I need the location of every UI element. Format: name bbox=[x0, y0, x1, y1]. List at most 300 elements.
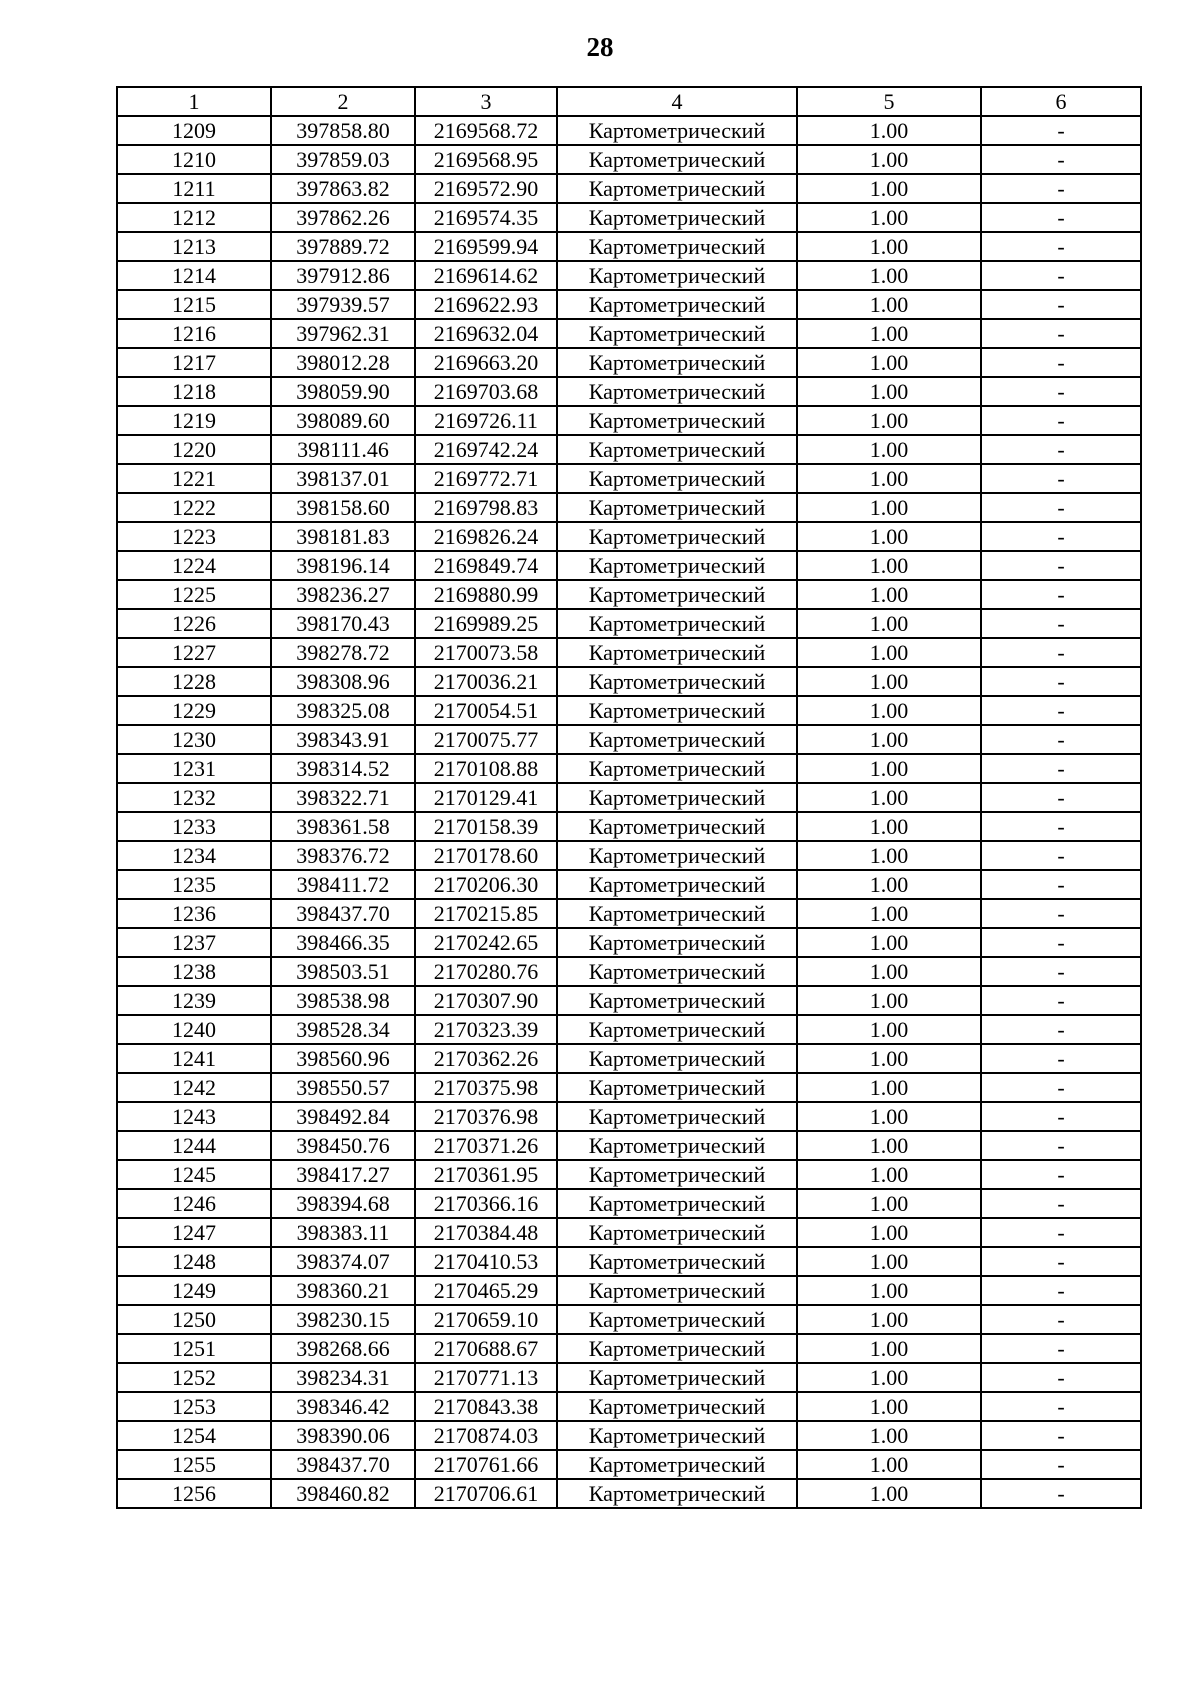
x-coordinate-cell: 398343.91 bbox=[271, 725, 415, 754]
x-coordinate-cell: 397962.31 bbox=[271, 319, 415, 348]
point-number-cell: 1240 bbox=[117, 1015, 271, 1044]
method-cell: Картометрический bbox=[557, 667, 797, 696]
description-cell: - bbox=[981, 1218, 1141, 1247]
point-number-cell: 1215 bbox=[117, 290, 271, 319]
table-row bbox=[117, 1276, 1141, 1305]
method-cell: Картометрический bbox=[557, 1160, 797, 1189]
description-cell: - bbox=[981, 261, 1141, 290]
description-cell: - bbox=[981, 232, 1141, 261]
method-cell: Картометрический bbox=[557, 1363, 797, 1392]
x-coordinate-cell: 398059.90 bbox=[271, 377, 415, 406]
x-coordinate-cell: 398503.51 bbox=[271, 957, 415, 986]
point-number-cell: 1243 bbox=[117, 1102, 271, 1131]
y-coordinate-cell: 2170410.53 bbox=[415, 1247, 557, 1276]
method-cell: Картометрический bbox=[557, 1479, 797, 1508]
point-number-cell: 1245 bbox=[117, 1160, 271, 1189]
method-cell: Картометрический bbox=[557, 1305, 797, 1334]
point-number-cell: 1246 bbox=[117, 1189, 271, 1218]
table-row bbox=[117, 348, 1141, 377]
y-coordinate-cell: 2170158.39 bbox=[415, 812, 557, 841]
description-cell: - bbox=[981, 1305, 1141, 1334]
accuracy-cell: 1.00 bbox=[797, 348, 981, 377]
method-cell: Картометрический bbox=[557, 870, 797, 899]
description-cell: - bbox=[981, 290, 1141, 319]
table-row bbox=[117, 841, 1141, 870]
accuracy-cell: 1.00 bbox=[797, 1392, 981, 1421]
point-number-cell: 1231 bbox=[117, 754, 271, 783]
method-cell: Картометрический bbox=[557, 145, 797, 174]
point-number-cell: 1252 bbox=[117, 1363, 271, 1392]
method-cell: Картометрический bbox=[557, 348, 797, 377]
method-cell: Картометрический bbox=[557, 261, 797, 290]
accuracy-cell: 1.00 bbox=[797, 1160, 981, 1189]
description-cell: - bbox=[981, 1450, 1141, 1479]
y-coordinate-cell: 2170874.03 bbox=[415, 1421, 557, 1450]
description-cell: - bbox=[981, 1015, 1141, 1044]
table-row bbox=[117, 1015, 1141, 1044]
table-row bbox=[117, 667, 1141, 696]
x-coordinate-cell: 398538.98 bbox=[271, 986, 415, 1015]
y-coordinate-cell: 2170206.30 bbox=[415, 870, 557, 899]
x-coordinate-cell: 398417.27 bbox=[271, 1160, 415, 1189]
accuracy-cell: 1.00 bbox=[797, 986, 981, 1015]
point-number-cell: 1241 bbox=[117, 1044, 271, 1073]
y-coordinate-cell: 2170108.88 bbox=[415, 754, 557, 783]
table-row bbox=[117, 1479, 1141, 1508]
x-coordinate-cell: 397862.26 bbox=[271, 203, 415, 232]
point-number-cell: 1222 bbox=[117, 493, 271, 522]
x-coordinate-cell: 398437.70 bbox=[271, 899, 415, 928]
table-row bbox=[117, 290, 1141, 319]
point-number-cell: 1218 bbox=[117, 377, 271, 406]
x-coordinate-cell: 398278.72 bbox=[271, 638, 415, 667]
table-row bbox=[117, 1392, 1141, 1421]
accuracy-cell: 1.00 bbox=[797, 957, 981, 986]
description-cell: - bbox=[981, 174, 1141, 203]
x-coordinate-cell: 398450.76 bbox=[271, 1131, 415, 1160]
method-cell: Картометрический bbox=[557, 406, 797, 435]
point-number-cell: 1230 bbox=[117, 725, 271, 754]
accuracy-cell: 1.00 bbox=[797, 290, 981, 319]
point-number-cell: 1227 bbox=[117, 638, 271, 667]
y-coordinate-cell: 2170054.51 bbox=[415, 696, 557, 725]
method-cell: Картометрический bbox=[557, 1392, 797, 1421]
description-cell: - bbox=[981, 377, 1141, 406]
accuracy-cell: 1.00 bbox=[797, 464, 981, 493]
point-number-cell: 1250 bbox=[117, 1305, 271, 1334]
y-coordinate-cell: 2169622.93 bbox=[415, 290, 557, 319]
table-row bbox=[117, 812, 1141, 841]
header-row bbox=[117, 87, 1141, 116]
y-coordinate-cell: 2169798.83 bbox=[415, 493, 557, 522]
accuracy-cell: 1.00 bbox=[797, 1305, 981, 1334]
method-cell: Картометрический bbox=[557, 232, 797, 261]
y-coordinate-cell: 2170178.60 bbox=[415, 841, 557, 870]
x-coordinate-cell: 398181.83 bbox=[271, 522, 415, 551]
description-cell: - bbox=[981, 1334, 1141, 1363]
column-header: 5 bbox=[797, 87, 981, 116]
y-coordinate-cell: 2170075.77 bbox=[415, 725, 557, 754]
y-coordinate-cell: 2169880.99 bbox=[415, 580, 557, 609]
description-cell: - bbox=[981, 1131, 1141, 1160]
accuracy-cell: 1.00 bbox=[797, 232, 981, 261]
accuracy-cell: 1.00 bbox=[797, 609, 981, 638]
table-row bbox=[117, 145, 1141, 174]
accuracy-cell: 1.00 bbox=[797, 261, 981, 290]
y-coordinate-cell: 2169614.62 bbox=[415, 261, 557, 290]
method-cell: Картометрический bbox=[557, 116, 797, 145]
x-coordinate-cell: 398314.52 bbox=[271, 754, 415, 783]
y-coordinate-cell: 2170361.95 bbox=[415, 1160, 557, 1189]
point-number-cell: 1223 bbox=[117, 522, 271, 551]
accuracy-cell: 1.00 bbox=[797, 493, 981, 522]
x-coordinate-cell: 398360.21 bbox=[271, 1276, 415, 1305]
method-cell: Картометрический bbox=[557, 435, 797, 464]
point-number-cell: 1213 bbox=[117, 232, 271, 261]
x-coordinate-cell: 398460.82 bbox=[271, 1479, 415, 1508]
method-cell: Картометрический bbox=[557, 986, 797, 1015]
table-row bbox=[117, 696, 1141, 725]
y-coordinate-cell: 2169663.20 bbox=[415, 348, 557, 377]
point-number-cell: 1229 bbox=[117, 696, 271, 725]
method-cell: Картометрический bbox=[557, 1015, 797, 1044]
table-row bbox=[117, 1073, 1141, 1102]
x-coordinate-cell: 398308.96 bbox=[271, 667, 415, 696]
description-cell: - bbox=[981, 1044, 1141, 1073]
y-coordinate-cell: 2170761.66 bbox=[415, 1450, 557, 1479]
description-cell: - bbox=[981, 116, 1141, 145]
accuracy-cell: 1.00 bbox=[797, 377, 981, 406]
x-coordinate-cell: 398361.58 bbox=[271, 812, 415, 841]
accuracy-cell: 1.00 bbox=[797, 1131, 981, 1160]
table-row bbox=[117, 1363, 1141, 1392]
table-row bbox=[117, 580, 1141, 609]
y-coordinate-cell: 2170323.39 bbox=[415, 1015, 557, 1044]
method-cell: Картометрический bbox=[557, 1218, 797, 1247]
table-row bbox=[117, 928, 1141, 957]
description-cell: - bbox=[981, 203, 1141, 232]
method-cell: Картометрический bbox=[557, 1421, 797, 1450]
accuracy-cell: 1.00 bbox=[797, 696, 981, 725]
description-cell: - bbox=[981, 899, 1141, 928]
table-row bbox=[117, 1189, 1141, 1218]
x-coordinate-cell: 397859.03 bbox=[271, 145, 415, 174]
table-body bbox=[117, 116, 1141, 1508]
description-cell: - bbox=[981, 1102, 1141, 1131]
y-coordinate-cell: 2169632.04 bbox=[415, 319, 557, 348]
point-number-cell: 1232 bbox=[117, 783, 271, 812]
x-coordinate-cell: 398394.68 bbox=[271, 1189, 415, 1218]
point-number-cell: 1247 bbox=[117, 1218, 271, 1247]
description-cell: - bbox=[981, 1276, 1141, 1305]
point-number-cell: 1254 bbox=[117, 1421, 271, 1450]
table-row bbox=[117, 203, 1141, 232]
accuracy-cell: 1.00 bbox=[797, 870, 981, 899]
description-cell: - bbox=[981, 841, 1141, 870]
table-row bbox=[117, 551, 1141, 580]
accuracy-cell: 1.00 bbox=[797, 754, 981, 783]
point-number-cell: 1225 bbox=[117, 580, 271, 609]
method-cell: Картометрический bbox=[557, 1276, 797, 1305]
accuracy-cell: 1.00 bbox=[797, 1073, 981, 1102]
y-coordinate-cell: 2170771.13 bbox=[415, 1363, 557, 1392]
table-row bbox=[117, 319, 1141, 348]
accuracy-cell: 1.00 bbox=[797, 1363, 981, 1392]
description-cell: - bbox=[981, 145, 1141, 174]
y-coordinate-cell: 2170375.98 bbox=[415, 1073, 557, 1102]
method-cell: Картометрический bbox=[557, 580, 797, 609]
description-cell: - bbox=[981, 406, 1141, 435]
accuracy-cell: 1.00 bbox=[797, 319, 981, 348]
table-row bbox=[117, 464, 1141, 493]
point-number-cell: 1219 bbox=[117, 406, 271, 435]
y-coordinate-cell: 2170384.48 bbox=[415, 1218, 557, 1247]
table-row bbox=[117, 986, 1141, 1015]
y-coordinate-cell: 2170362.26 bbox=[415, 1044, 557, 1073]
x-coordinate-cell: 397889.72 bbox=[271, 232, 415, 261]
description-cell: - bbox=[981, 1160, 1141, 1189]
table-row bbox=[117, 1102, 1141, 1131]
method-cell: Картометрический bbox=[557, 957, 797, 986]
x-coordinate-cell: 398466.35 bbox=[271, 928, 415, 957]
x-coordinate-cell: 398230.15 bbox=[271, 1305, 415, 1334]
method-cell: Картометрический bbox=[557, 377, 797, 406]
description-cell: - bbox=[981, 580, 1141, 609]
method-cell: Картометрический bbox=[557, 1131, 797, 1160]
accuracy-cell: 1.00 bbox=[797, 1102, 981, 1131]
point-number-cell: 1226 bbox=[117, 609, 271, 638]
y-coordinate-cell: 2170073.58 bbox=[415, 638, 557, 667]
method-cell: Картометрический bbox=[557, 754, 797, 783]
y-coordinate-cell: 2169599.94 bbox=[415, 232, 557, 261]
method-cell: Картометрический bbox=[557, 696, 797, 725]
accuracy-cell: 1.00 bbox=[797, 1044, 981, 1073]
table-row bbox=[117, 1218, 1141, 1247]
point-number-cell: 1220 bbox=[117, 435, 271, 464]
point-number-cell: 1235 bbox=[117, 870, 271, 899]
accuracy-cell: 1.00 bbox=[797, 174, 981, 203]
table-row bbox=[117, 232, 1141, 261]
method-cell: Картометрический bbox=[557, 638, 797, 667]
accuracy-cell: 1.00 bbox=[797, 116, 981, 145]
description-cell: - bbox=[981, 493, 1141, 522]
description-cell: - bbox=[981, 986, 1141, 1015]
method-cell: Картометрический bbox=[557, 1247, 797, 1276]
table-row bbox=[117, 754, 1141, 783]
point-number-cell: 1228 bbox=[117, 667, 271, 696]
x-coordinate-cell: 398411.72 bbox=[271, 870, 415, 899]
x-coordinate-cell: 397939.57 bbox=[271, 290, 415, 319]
description-cell: - bbox=[981, 725, 1141, 754]
method-cell: Картометрический bbox=[557, 290, 797, 319]
table-row bbox=[117, 174, 1141, 203]
method-cell: Картометрический bbox=[557, 493, 797, 522]
x-coordinate-cell: 398437.70 bbox=[271, 1450, 415, 1479]
table-row bbox=[117, 1305, 1141, 1334]
y-coordinate-cell: 2169574.35 bbox=[415, 203, 557, 232]
y-coordinate-cell: 2170280.76 bbox=[415, 957, 557, 986]
table-row bbox=[117, 522, 1141, 551]
y-coordinate-cell: 2169568.72 bbox=[415, 116, 557, 145]
x-coordinate-cell: 398390.06 bbox=[271, 1421, 415, 1450]
point-number-cell: 1236 bbox=[117, 899, 271, 928]
description-cell: - bbox=[981, 522, 1141, 551]
accuracy-cell: 1.00 bbox=[797, 145, 981, 174]
column-header: 1 bbox=[117, 87, 271, 116]
description-cell: - bbox=[981, 1363, 1141, 1392]
x-coordinate-cell: 398137.01 bbox=[271, 464, 415, 493]
page-number: 28 bbox=[586, 32, 614, 62]
table-row bbox=[117, 1131, 1141, 1160]
accuracy-cell: 1.00 bbox=[797, 1218, 981, 1247]
point-number-cell: 1253 bbox=[117, 1392, 271, 1421]
table-row bbox=[117, 493, 1141, 522]
table-header bbox=[117, 87, 1141, 116]
point-number-cell: 1251 bbox=[117, 1334, 271, 1363]
column-header: 6 bbox=[981, 87, 1141, 116]
accuracy-cell: 1.00 bbox=[797, 1189, 981, 1218]
accuracy-cell: 1.00 bbox=[797, 435, 981, 464]
accuracy-cell: 1.00 bbox=[797, 1015, 981, 1044]
x-coordinate-cell: 398170.43 bbox=[271, 609, 415, 638]
table-row bbox=[117, 1421, 1141, 1450]
accuracy-cell: 1.00 bbox=[797, 1479, 981, 1508]
table-row bbox=[117, 1044, 1141, 1073]
point-number-cell: 1244 bbox=[117, 1131, 271, 1160]
accuracy-cell: 1.00 bbox=[797, 899, 981, 928]
description-cell: - bbox=[981, 1189, 1141, 1218]
method-cell: Картометрический bbox=[557, 812, 797, 841]
x-coordinate-cell: 398550.57 bbox=[271, 1073, 415, 1102]
point-number-cell: 1210 bbox=[117, 145, 271, 174]
y-coordinate-cell: 2170307.90 bbox=[415, 986, 557, 1015]
accuracy-cell: 1.00 bbox=[797, 783, 981, 812]
accuracy-cell: 1.00 bbox=[797, 580, 981, 609]
point-number-cell: 1242 bbox=[117, 1073, 271, 1102]
method-cell: Картометрический bbox=[557, 1102, 797, 1131]
point-number-cell: 1237 bbox=[117, 928, 271, 957]
accuracy-cell: 1.00 bbox=[797, 812, 981, 841]
point-number-cell: 1249 bbox=[117, 1276, 271, 1305]
description-cell: - bbox=[981, 1421, 1141, 1450]
y-coordinate-cell: 2170465.29 bbox=[415, 1276, 557, 1305]
column-header: 4 bbox=[557, 87, 797, 116]
y-coordinate-cell: 2169742.24 bbox=[415, 435, 557, 464]
method-cell: Картометрический bbox=[557, 1189, 797, 1218]
description-cell: - bbox=[981, 1392, 1141, 1421]
description-cell: - bbox=[981, 551, 1141, 580]
method-cell: Картометрический bbox=[557, 1073, 797, 1102]
method-cell: Картометрический bbox=[557, 1044, 797, 1073]
x-coordinate-cell: 398111.46 bbox=[271, 435, 415, 464]
x-coordinate-cell: 398376.72 bbox=[271, 841, 415, 870]
x-coordinate-cell: 398196.14 bbox=[271, 551, 415, 580]
accuracy-cell: 1.00 bbox=[797, 1247, 981, 1276]
accuracy-cell: 1.00 bbox=[797, 406, 981, 435]
x-coordinate-cell: 398322.71 bbox=[271, 783, 415, 812]
x-coordinate-cell: 398236.27 bbox=[271, 580, 415, 609]
description-cell: - bbox=[981, 1073, 1141, 1102]
accuracy-cell: 1.00 bbox=[797, 522, 981, 551]
method-cell: Картометрический bbox=[557, 319, 797, 348]
y-coordinate-cell: 2170242.65 bbox=[415, 928, 557, 957]
y-coordinate-cell: 2170215.85 bbox=[415, 899, 557, 928]
x-coordinate-cell: 397863.82 bbox=[271, 174, 415, 203]
accuracy-cell: 1.00 bbox=[797, 1450, 981, 1479]
coordinates-table bbox=[116, 86, 1142, 1509]
y-coordinate-cell: 2170376.98 bbox=[415, 1102, 557, 1131]
point-number-cell: 1216 bbox=[117, 319, 271, 348]
point-number-cell: 1209 bbox=[117, 116, 271, 145]
table-row bbox=[117, 899, 1141, 928]
accuracy-cell: 1.00 bbox=[797, 551, 981, 580]
description-cell: - bbox=[981, 928, 1141, 957]
y-coordinate-cell: 2170659.10 bbox=[415, 1305, 557, 1334]
table-row bbox=[117, 957, 1141, 986]
point-number-cell: 1224 bbox=[117, 551, 271, 580]
table-row bbox=[117, 783, 1141, 812]
x-coordinate-cell: 398528.34 bbox=[271, 1015, 415, 1044]
accuracy-cell: 1.00 bbox=[797, 1334, 981, 1363]
method-cell: Картометрический bbox=[557, 551, 797, 580]
x-coordinate-cell: 398383.11 bbox=[271, 1218, 415, 1247]
description-cell: - bbox=[981, 464, 1141, 493]
table-row bbox=[117, 1247, 1141, 1276]
description-cell: - bbox=[981, 1479, 1141, 1508]
description-cell: - bbox=[981, 319, 1141, 348]
point-number-cell: 1256 bbox=[117, 1479, 271, 1508]
y-coordinate-cell: 2169703.68 bbox=[415, 377, 557, 406]
point-number-cell: 1238 bbox=[117, 957, 271, 986]
x-coordinate-cell: 398268.66 bbox=[271, 1334, 415, 1363]
method-cell: Картометрический bbox=[557, 899, 797, 928]
accuracy-cell: 1.00 bbox=[797, 638, 981, 667]
description-cell: - bbox=[981, 609, 1141, 638]
column-header: 2 bbox=[271, 87, 415, 116]
point-number-cell: 1234 bbox=[117, 841, 271, 870]
description-cell: - bbox=[981, 1247, 1141, 1276]
x-coordinate-cell: 398234.31 bbox=[271, 1363, 415, 1392]
method-cell: Картометрический bbox=[557, 1450, 797, 1479]
method-cell: Картометрический bbox=[557, 609, 797, 638]
point-number-cell: 1233 bbox=[117, 812, 271, 841]
y-coordinate-cell: 2169989.25 bbox=[415, 609, 557, 638]
method-cell: Картометрический bbox=[557, 203, 797, 232]
method-cell: Картометрический bbox=[557, 174, 797, 203]
column-header: 3 bbox=[415, 87, 557, 116]
point-number-cell: 1212 bbox=[117, 203, 271, 232]
y-coordinate-cell: 2170706.61 bbox=[415, 1479, 557, 1508]
x-coordinate-cell: 398492.84 bbox=[271, 1102, 415, 1131]
table-row bbox=[117, 435, 1141, 464]
x-coordinate-cell: 398158.60 bbox=[271, 493, 415, 522]
description-cell: - bbox=[981, 348, 1141, 377]
y-coordinate-cell: 2169572.90 bbox=[415, 174, 557, 203]
x-coordinate-cell: 398374.07 bbox=[271, 1247, 415, 1276]
table-row bbox=[117, 377, 1141, 406]
table-row bbox=[117, 870, 1141, 899]
method-cell: Картометрический bbox=[557, 464, 797, 493]
y-coordinate-cell: 2169726.11 bbox=[415, 406, 557, 435]
accuracy-cell: 1.00 bbox=[797, 1276, 981, 1305]
method-cell: Картометрический bbox=[557, 783, 797, 812]
method-cell: Картометрический bbox=[557, 1334, 797, 1363]
y-coordinate-cell: 2169568.95 bbox=[415, 145, 557, 174]
y-coordinate-cell: 2170688.67 bbox=[415, 1334, 557, 1363]
description-cell: - bbox=[981, 667, 1141, 696]
y-coordinate-cell: 2170036.21 bbox=[415, 667, 557, 696]
description-cell: - bbox=[981, 638, 1141, 667]
